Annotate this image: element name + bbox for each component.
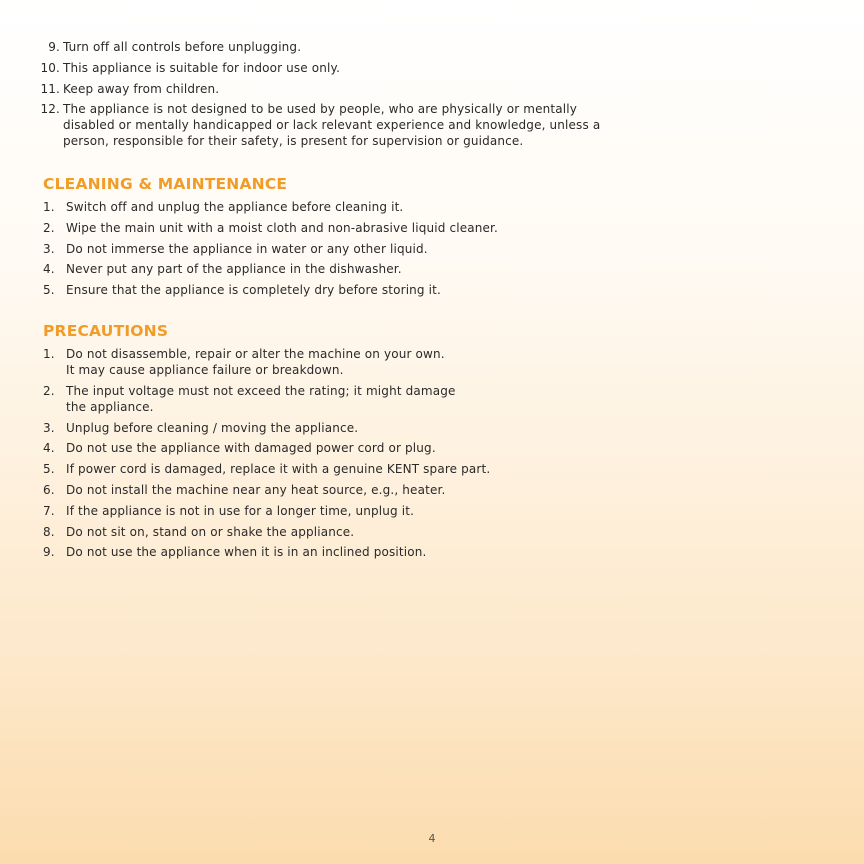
item-text-line-1: Do not disassemble, repair or alter the machine on your own.	[66, 347, 445, 361]
precautions-list	[0, 346, 864, 565]
list-item	[0, 503, 864, 519]
item-text-line-1: The input voltage must not exceed the rating; it might damage	[66, 383, 456, 398]
item-text: Do not use the appliance with damaged power cord or plug.	[66, 441, 436, 456]
item-number: 10.	[40, 60, 60, 75]
item-text: Turn off all controls before unplugging.	[63, 40, 302, 54]
list-item	[0, 383, 864, 415]
item-number: 4.	[43, 262, 55, 277]
item-text: Switch off and unplug the appliance before cleaning it.	[66, 200, 404, 214]
cleaning-list	[0, 199, 864, 303]
list-item	[0, 524, 864, 540]
item-number: 11.	[40, 81, 60, 96]
list-item	[0, 482, 864, 498]
list-item	[0, 60, 864, 76]
item-number: 7.	[43, 503, 55, 518]
item-number: 6.	[43, 482, 55, 497]
list-item	[0, 346, 864, 378]
item-text: Do not immerse the appliance in water or any other liquid.	[66, 241, 428, 256]
item-text: Do not install the machine near any heat source, e.g., heater.	[66, 482, 446, 497]
item-text: Ensure that the appliance is completely dry before storing it.	[66, 283, 441, 298]
list-item	[0, 420, 864, 436]
item-number: 3.	[43, 241, 55, 256]
list-item	[0, 461, 864, 477]
item-text: Keep away from children.	[63, 81, 220, 96]
safety-list-continued	[0, 39, 864, 154]
precautions-section-title: PRECAUTIONS	[43, 322, 169, 340]
list-item	[0, 220, 864, 236]
item-number: 1.	[43, 347, 55, 361]
item-number: 12.	[40, 102, 60, 117]
item-text: If power cord is damaged, replace it with a genuine KENT spare part.	[66, 462, 491, 477]
item-text: The appliance is not designed to be used by people, who are physically or mentally disabled or mentally handicapped or lack relevant experience and knowledge, unless a person, responsible for their safety, is present for supervision or guidance.	[63, 102, 601, 149]
item-text: Do not use the appliance when it is in an inclined position.	[66, 545, 427, 560]
item-text: Do not sit on, stand on or shake the appliance.	[66, 524, 355, 539]
item-number: 1.	[43, 200, 55, 214]
page-number: 4	[428, 832, 436, 845]
list-item	[0, 101, 864, 149]
cleaning-section-title: CLEANING & MAINTENANCE	[43, 175, 288, 193]
list-item	[0, 241, 864, 257]
item-text: This appliance is suitable for indoor use only.	[63, 60, 341, 75]
item-number: 2.	[43, 383, 55, 398]
item-number: 8.	[43, 524, 55, 539]
list-item	[0, 39, 864, 55]
item-number: 9.	[43, 545, 55, 560]
item-text: Never put any part of the appliance in the dishwasher.	[66, 262, 402, 277]
item-number: 9.	[48, 40, 60, 54]
item-text-line-2: It may cause appliance failure or breakdown.	[66, 363, 344, 377]
item-number: 2.	[43, 220, 55, 235]
item-text: If the appliance is not in use for a longer time, unplug it.	[66, 503, 415, 518]
item-number: 4.	[43, 441, 55, 456]
item-number: 5.	[43, 283, 55, 298]
list-item	[0, 544, 864, 560]
list-item	[0, 199, 864, 215]
list-item	[0, 282, 864, 298]
item-number: 3.	[43, 420, 55, 435]
item-text: Unplug before cleaning / moving the appliance.	[66, 420, 359, 435]
item-number: 5.	[43, 462, 55, 477]
list-item	[0, 261, 864, 277]
item-text-line-2: the appliance.	[66, 399, 154, 414]
item-text: Wipe the main unit with a moist cloth and non-abrasive liquid cleaner.	[66, 220, 498, 235]
list-item	[0, 440, 864, 456]
list-item	[0, 81, 864, 97]
